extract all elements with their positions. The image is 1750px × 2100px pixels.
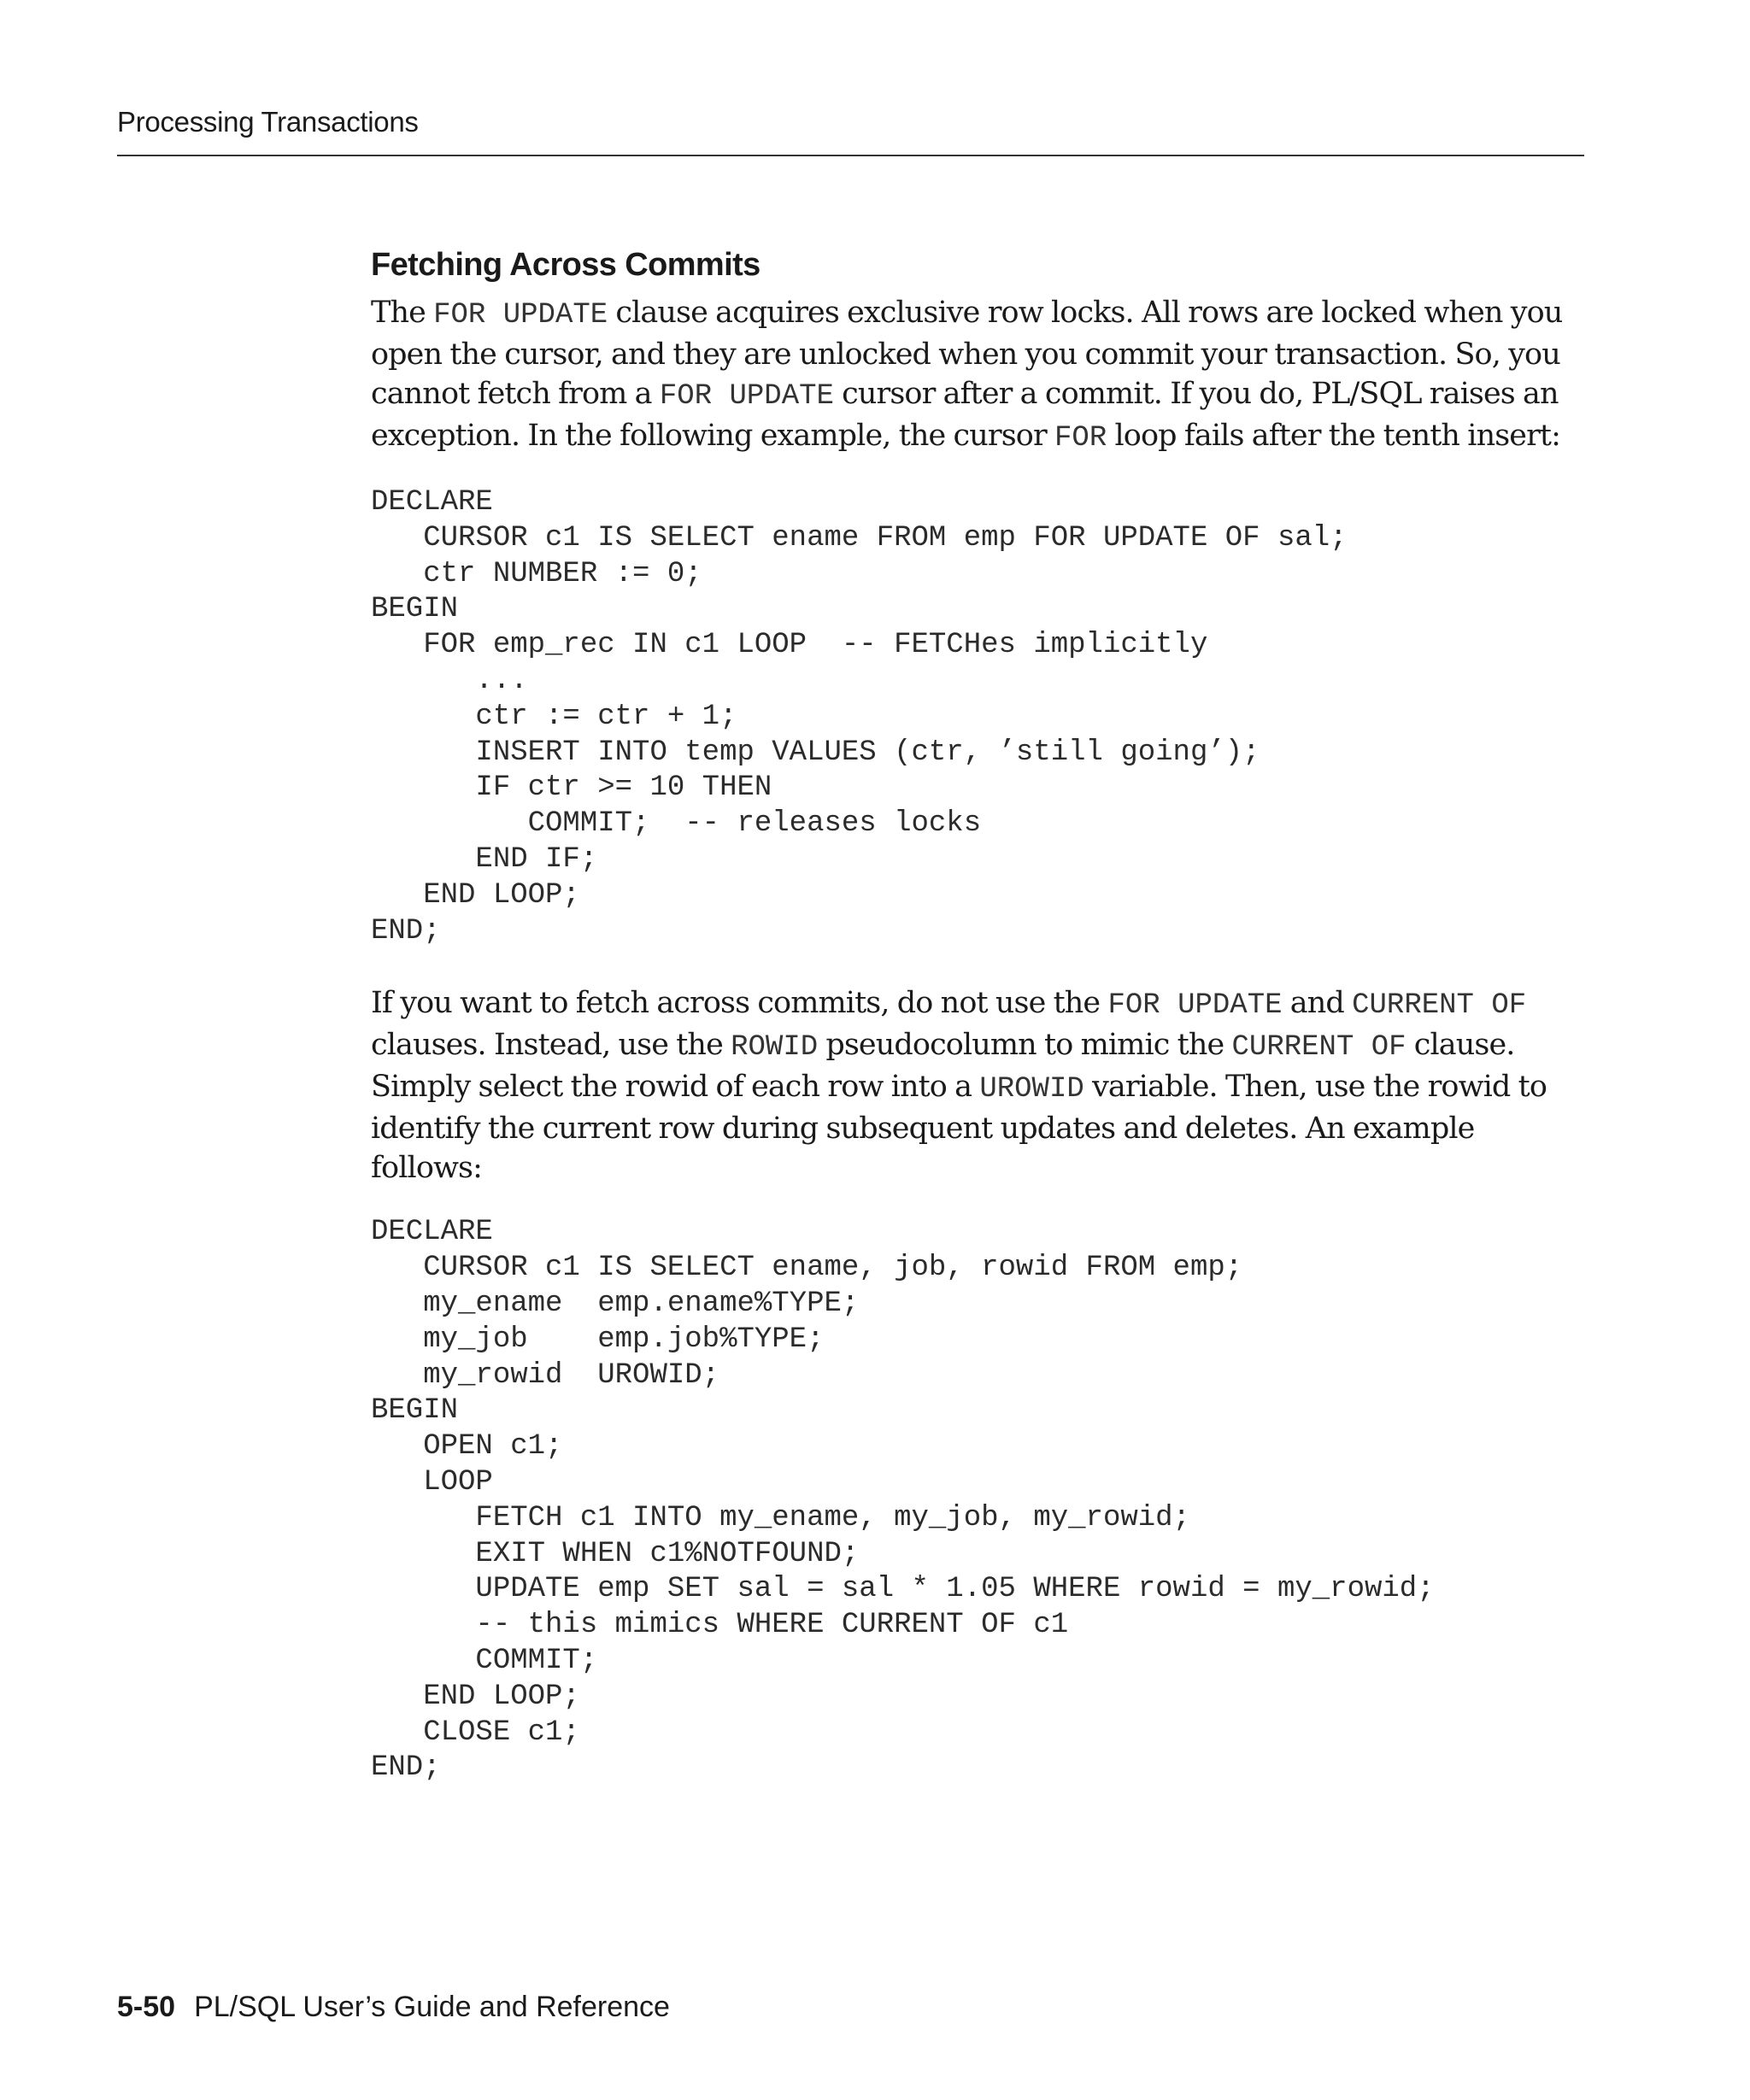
header-divider [117,155,1584,156]
page-number: 5-50 [117,1991,176,2023]
text-run: The [371,296,434,330]
inline-code: FOR [1054,422,1107,455]
inline-code: CURRENT OF [1352,989,1527,1023]
text-run: variable. Then, use the rowid to [1083,1070,1547,1105]
text-run: clause. [1406,1028,1515,1063]
text-run: cannot fetch from a [371,377,660,411]
running-footer [117,1991,670,2024]
paragraph-line [371,293,1584,335]
paragraph-line [371,983,1584,1025]
running-header-title: Processing Transactions [117,106,419,138]
section-heading: Fetching Across Commits [371,247,760,283]
paragraph-line: identify the current row during subsequent updates and deletes. An example [371,1112,1475,1147]
paragraph-fetch-across-commits [371,983,1584,1188]
inline-code: ROWID [731,1031,819,1065]
code-example-rowid-mimic: DECLARE CURSOR c1 IS SELECT ename, job, rowid FROM emp; my_ename emp.ename%TYPE; my_job emp.job%TYPE; my_rowid UROWID; BEGIN OPEN c1; LOOP FETCH c1 INTO my_ename, my_job, my_rowid; EXIT WHEN c1%NOTFOUND; UPDATE emp SET sal = sal * 1.05 WHERE rowid = my_rowid; -- this mimics WHERE CURRENT OF c1 COMMIT; END LOOP; CLOSE c1; END; [371,1216,1435,1785]
text-run: If you want to fetch across commits, do not use the [371,986,1108,1021]
paragraph-for-update-locks [371,293,1584,458]
text-run: Simply select the rowid of each row into a [371,1070,980,1105]
paragraph-line: follows: [371,1151,482,1186]
inline-code: FOR UPDATE [1107,989,1283,1023]
paragraph-line [371,1067,1584,1109]
text-run: pseudocolumn to mimic the [818,1028,1232,1063]
paragraph-line: open the cursor, and they are unlocked when you commit your transaction. So, you [371,337,1560,372]
text-run: clause acquires exclusive row locks. All rows are locked when you [608,296,1563,330]
text-run: loop fails after the tenth insert: [1107,419,1560,453]
text-run: exception. In the following example, the cursor [371,419,1055,453]
text-run: cursor after a commit. If you do, PL/SQL raises an [833,377,1559,411]
book-title: PL/SQL User’s Guide and Reference [194,1991,670,2023]
main-content [371,243,1584,1786]
inline-code: FOR UPDATE [659,380,834,413]
inline-code: CURRENT OF [1231,1031,1406,1065]
inline-code: FOR UPDATE [433,299,608,331]
paragraph-line [371,1025,1584,1067]
inline-code: UROWID [979,1073,1084,1106]
text-run: clauses. Instead, use the [371,1028,731,1063]
paragraph-line [371,374,1584,416]
text-run: and [1282,986,1353,1021]
code-example-for-update-cursor: DECLARE CURSOR c1 IS SELECT ename FROM emp FOR UPDATE OF sal; ctr NUMBER := 0; BEGIN FOR emp_rec IN c1 LOOP -- FETCHes implicitly ... ctr := ctr + 1; INSERT INTO temp VALUES (ctr, ’still going’); IF ctr >= 10 THEN COMMIT; -- releases locks END IF; END LOOP; END; [371,486,1348,947]
paragraph-line [371,416,1584,458]
